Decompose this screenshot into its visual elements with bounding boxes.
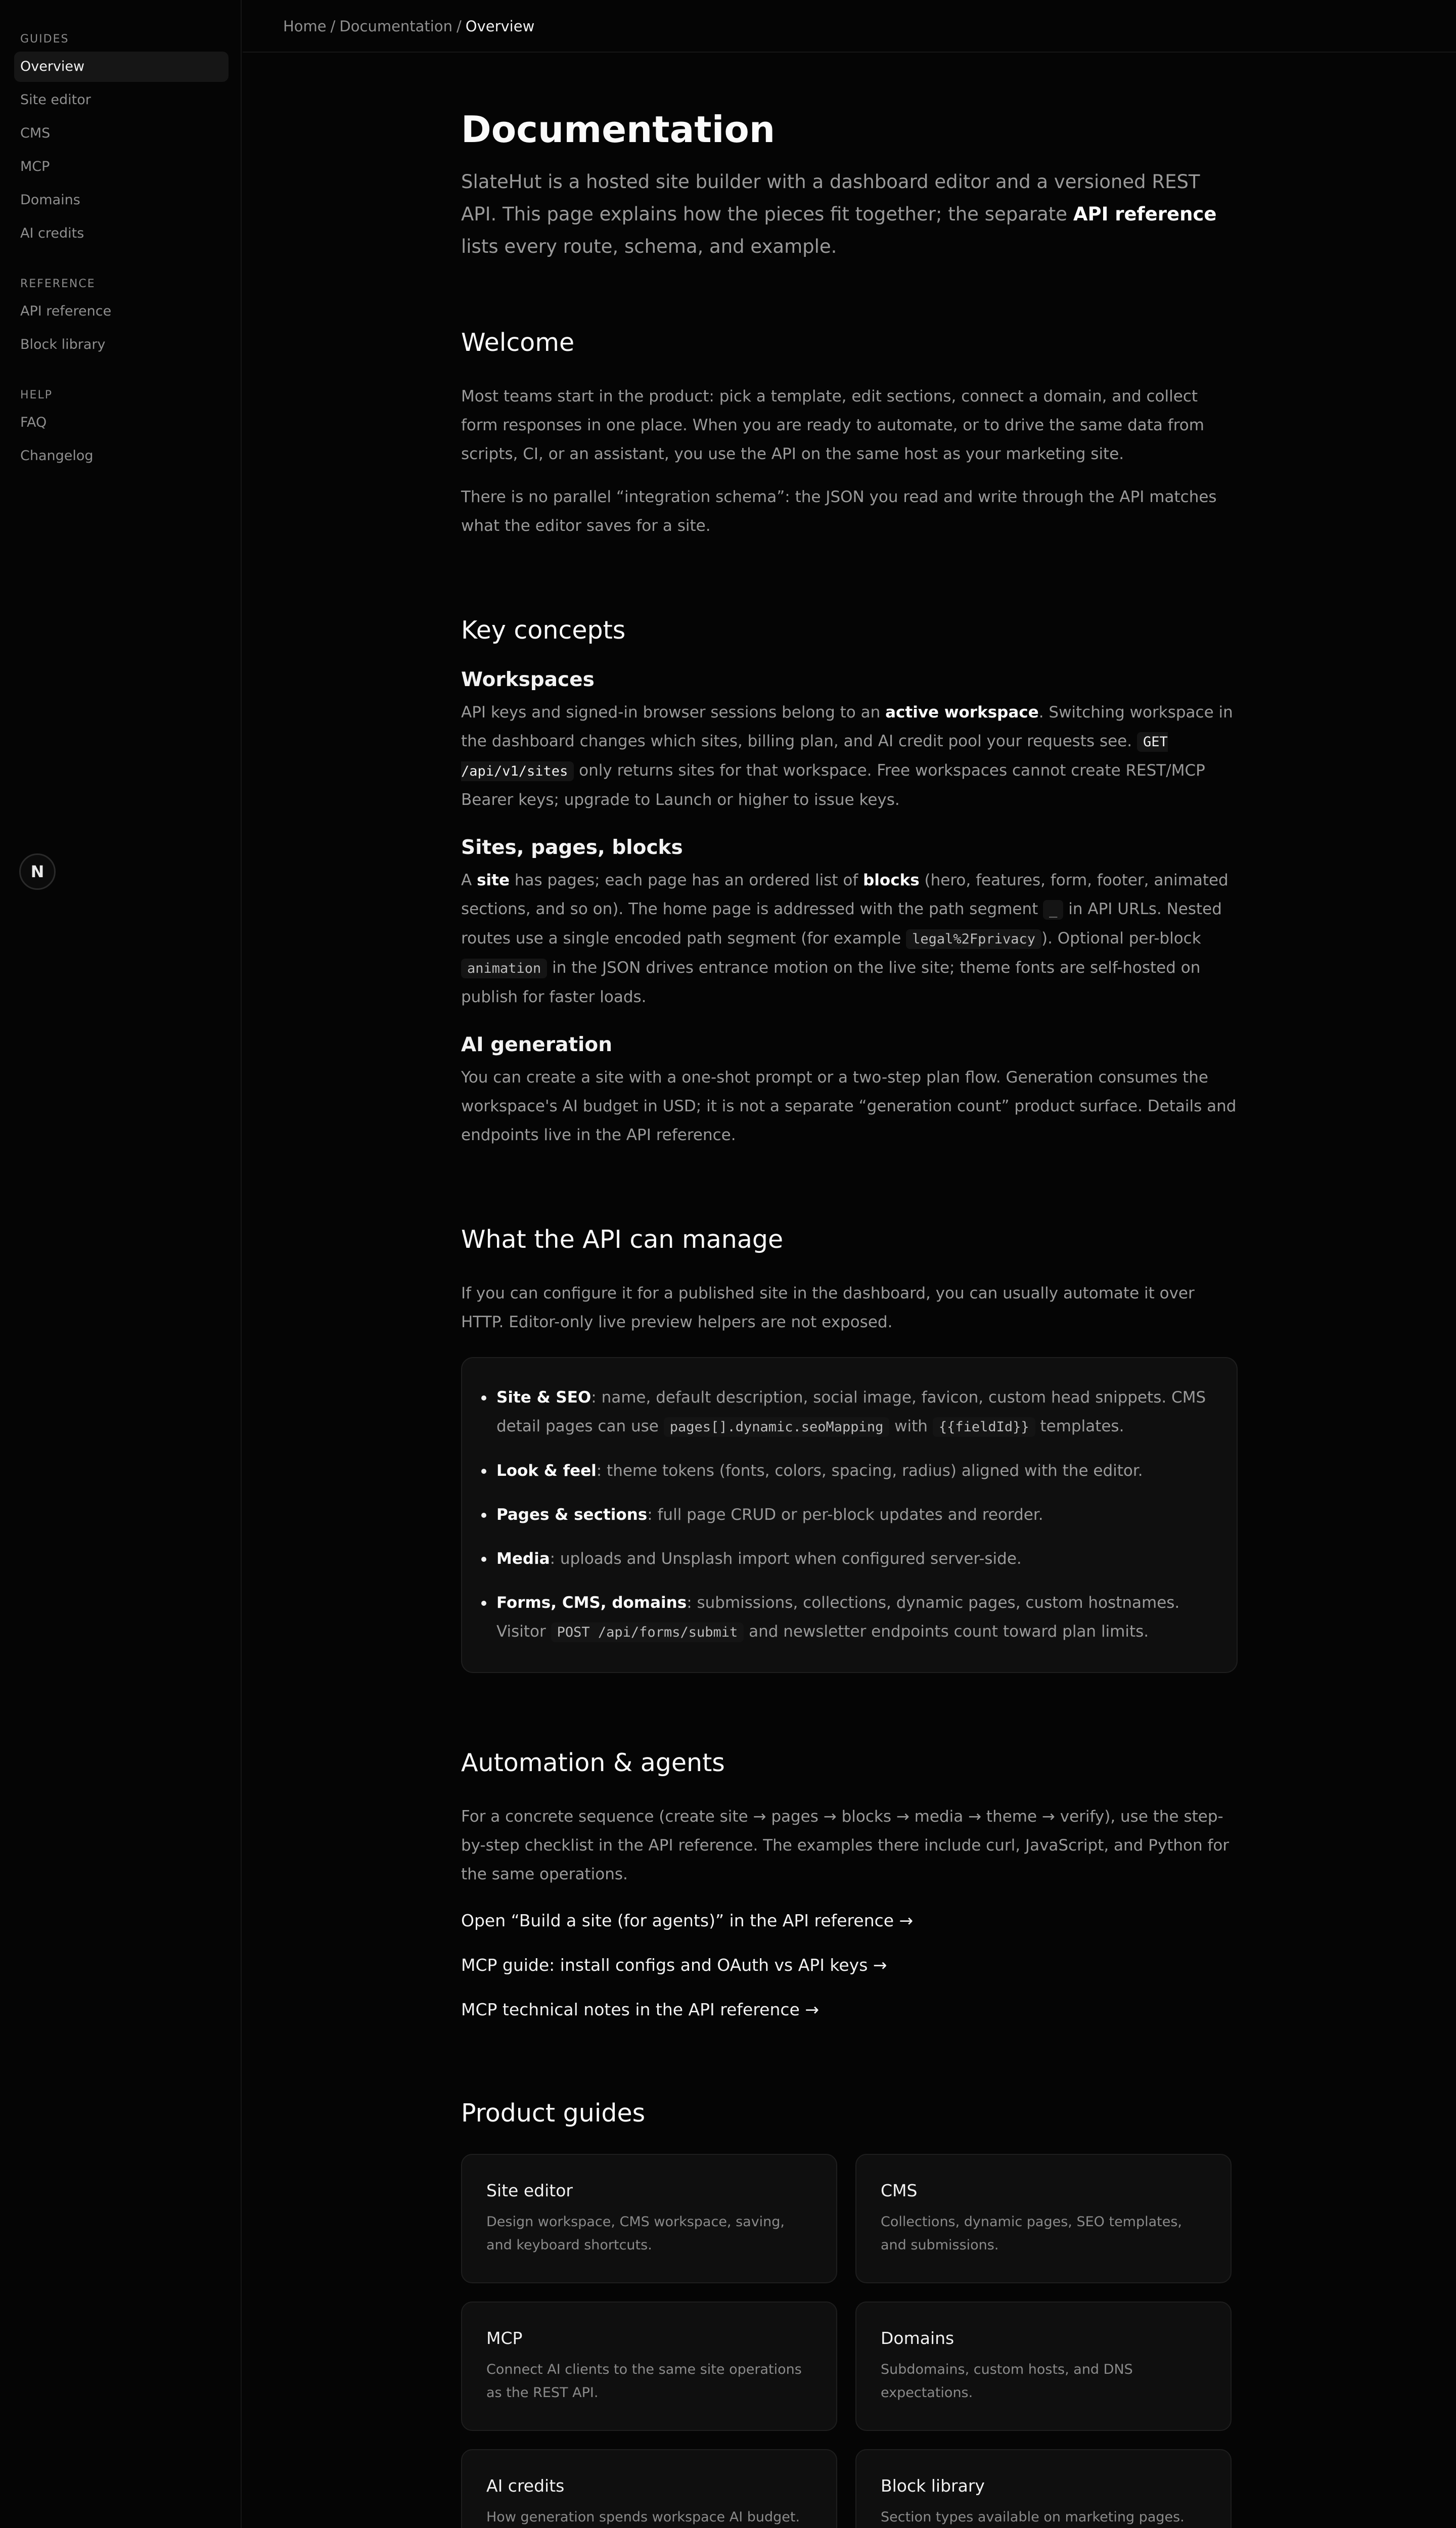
welcome-paragraph: Most teams start in the product: pick a template, edit sections, connect a domain, and collect form responses in one place. When you are ready to automate, or to drive the same data from scripts, CI, or an assistant, you use the API on the same host as your marketing site. xyxy=(461,387,1204,463)
blocks-term: blocks xyxy=(863,871,920,889)
guide-card-domains[interactable] xyxy=(855,2301,1232,2431)
text: with xyxy=(889,1417,933,1435)
api-manage-list xyxy=(496,1383,1212,1647)
list-item-label: Pages & sections xyxy=(496,1506,648,1524)
card-description: Subdomains, custom hosts, and DNS expectations. xyxy=(881,2362,1133,2401)
page-title: Documentation xyxy=(461,108,776,151)
inline-code: {{fieldId}} xyxy=(933,1417,1035,1437)
inline-code: animation xyxy=(461,959,547,978)
sidebar-section-reference xyxy=(14,275,229,360)
sidebar xyxy=(0,0,242,2528)
welcome-paragraph-2: There is no parallel “integration schema”: the JSON you read and write through the API matches what the editor saves for a site. xyxy=(461,488,1217,535)
sidebar-item-domains[interactable]: Domains xyxy=(20,192,80,208)
sidebar-item-api-reference[interactable]: API reference xyxy=(20,303,112,319)
product-guides-heading: Product guides xyxy=(461,2099,646,2128)
logo-icon[interactable]: N xyxy=(19,853,56,890)
automation-heading: Automation & agents xyxy=(461,1748,725,1777)
text: : name, default description, social image, favicon, custom head snippets. CMS detail pages can use xyxy=(496,1388,1206,1435)
sidebar-section-help xyxy=(14,386,229,471)
sites-paragraph xyxy=(461,866,1238,1012)
sidebar-heading-reference: REFERENCE xyxy=(20,278,96,290)
sidebar-item-overview[interactable]: Overview xyxy=(14,52,229,82)
api-manage-intro: If you can configure it for a published site in the dashboard, you can usually automate it over HTTP. Editor-only live preview helpers are not exposed. xyxy=(461,1284,1195,1331)
list-item-label: Site & SEO xyxy=(496,1388,592,1407)
welcome-heading: Welcome xyxy=(461,328,575,357)
inline-code: pages[].dynamic.seoMapping xyxy=(664,1417,890,1437)
sidebar-item-site-editor[interactable]: Site editor xyxy=(20,92,91,108)
sidebar-item-ai-credits[interactable]: AI credits xyxy=(20,225,84,241)
list-item xyxy=(496,1589,1212,1647)
text: API keys and signed-in browser sessions belong to an xyxy=(461,703,886,721)
text: (hero, features, form, footer, animated sections, and so on). The home page is addressed with the path segment xyxy=(461,871,1228,918)
automation-paragraph: For a concrete sequence (create site → pages → blocks → media → theme → verify), use the step-by-step checklist in the API reference. The examples there include curl, JavaScript, and Python for the same operations. xyxy=(461,1808,1230,1883)
text: in API URLs. Nested routes use a single encoded path segment (for example xyxy=(461,900,1222,947)
guide-card-site-editor[interactable] xyxy=(461,2154,837,2283)
guide-card-mcp[interactable] xyxy=(461,2301,837,2431)
card-title: AI credits xyxy=(486,2476,565,2496)
breadcrumb-separator: / xyxy=(330,18,336,35)
card-description: Connect AI clients to the same site operations as the REST API. xyxy=(486,2362,802,2401)
card-description: Collections, dynamic pages, SEO templates, and submissions. xyxy=(881,2214,1182,2253)
sidebar-heading-guides: GUIDES xyxy=(20,33,69,46)
list-item xyxy=(496,1457,1212,1485)
text: : full page CRUD or per-block updates and reorder. xyxy=(647,1506,1043,1524)
text: only returns sites for that workspace. Free workspaces cannot create REST/MCP Bearer keys; upgrade to Launch or higher to issue keys. xyxy=(461,761,1205,809)
card-description: Design workspace, CMS workspace, saving, and keyboard shortcuts. xyxy=(486,2214,785,2253)
card-title: MCP xyxy=(486,2328,523,2348)
inline-code: legal%2Fprivacy xyxy=(906,929,1041,949)
list-item-label: Look & feel xyxy=(496,1462,597,1480)
sidebar-section-guides xyxy=(14,30,229,249)
mcp-guide-link[interactable]: MCP guide: install configs and OAuth vs API keys → xyxy=(461,1955,887,1975)
card-description: How generation spends workspace AI budget. xyxy=(486,2509,800,2525)
text: and newsletter endpoints count toward plan limits. xyxy=(744,1622,1149,1641)
build-site-agents-link[interactable]: Open “Build a site (for agents)” in the API reference → xyxy=(461,1911,914,1930)
text: templates. xyxy=(1035,1417,1124,1435)
product-guides-grid xyxy=(461,2154,1238,2528)
text: . Switching workspace in the dashboard changes which sites, billing plan, and AI credit pool your requests see. xyxy=(461,703,1233,750)
mcp-technical-notes-link[interactable]: MCP technical notes in the API reference → xyxy=(461,2000,819,2019)
text: : uploads and Unsplash import when configured server-side. xyxy=(550,1550,1022,1568)
text: in the JSON drives entrance motion on the live site; theme fonts are self-hosted on publish for faster loads. xyxy=(461,959,1201,1006)
breadcrumb-documentation[interactable]: Documentation xyxy=(339,18,452,35)
text: : submissions, collections, dynamic pages, custom hostnames. Visitor xyxy=(496,1594,1180,1641)
page-lead xyxy=(461,166,1238,263)
card-title: Domains xyxy=(881,2328,954,2348)
card-title: CMS xyxy=(881,2181,918,2200)
inline-code: GET /api/v1/sites xyxy=(461,732,1168,781)
list-item xyxy=(496,1383,1212,1441)
list-item xyxy=(496,1501,1212,1529)
lead-text-end: lists every route, schema, and example. xyxy=(461,236,837,257)
breadcrumb-separator: / xyxy=(456,18,462,35)
site-term: site xyxy=(477,871,510,889)
list-item xyxy=(496,1545,1212,1573)
sidebar-item-cms[interactable]: CMS xyxy=(20,125,51,141)
card-title: Site editor xyxy=(486,2181,573,2200)
sites-pages-blocks-heading: Sites, pages, blocks xyxy=(461,836,683,859)
text: has pages; each page has an ordered list of xyxy=(509,871,863,889)
text: A xyxy=(461,871,477,889)
guide-card-ai-credits[interactable] xyxy=(461,2449,837,2528)
breadcrumb-home[interactable]: Home xyxy=(283,18,327,35)
ai-generation-paragraph: You can create a site with a one-shot prompt or a two-step plan flow. Generation consumes the workspace's AI budget in USD; it is not a separate “generation count” product surface. Details and endpoints live in the API reference. xyxy=(461,1068,1237,1144)
api-manage-heading: What the API can manage xyxy=(461,1225,784,1254)
active-workspace-term: active workspace xyxy=(885,703,1039,721)
sidebar-item-mcp[interactable]: MCP xyxy=(20,159,50,174)
api-reference-link[interactable]: API reference xyxy=(1073,203,1217,225)
workspaces-paragraph xyxy=(461,698,1238,815)
card-title: Block library xyxy=(881,2476,985,2496)
lead-text: SlateHut is a hosted site builder with a dashboard editor and a versioned REST API. This page explains how the pieces fit together; the separate xyxy=(461,171,1200,225)
ai-generation-heading: AI generation xyxy=(461,1033,612,1056)
sidebar-item-faq[interactable]: FAQ xyxy=(20,415,47,430)
text: ). Optional per-block xyxy=(1041,929,1201,947)
guide-card-block-library[interactable] xyxy=(855,2449,1232,2528)
api-manage-list-box xyxy=(461,1357,1238,1673)
key-concepts-heading: Key concepts xyxy=(461,616,626,645)
card-description: Section types available on marketing pages. xyxy=(881,2509,1185,2525)
breadcrumb-current: Overview xyxy=(465,18,535,35)
inline-code: POST /api/forms/submit xyxy=(551,1622,744,1642)
sidebar-item-block-library[interactable]: Block library xyxy=(20,337,106,352)
workspaces-heading: Workspaces xyxy=(461,668,595,691)
list-item-label: Media xyxy=(496,1550,550,1568)
guide-card-cms[interactable] xyxy=(855,2154,1232,2283)
text: : theme tokens (fonts, colors, spacing, radius) aligned with the editor. xyxy=(596,1462,1143,1480)
sidebar-heading-help: HELP xyxy=(20,389,53,401)
list-item-label: Forms, CMS, domains xyxy=(496,1594,687,1612)
inline-code: _ xyxy=(1043,900,1063,920)
sidebar-item-changelog[interactable]: Changelog xyxy=(20,448,94,464)
main-content xyxy=(461,99,1238,2528)
breadcrumb xyxy=(243,0,1456,53)
